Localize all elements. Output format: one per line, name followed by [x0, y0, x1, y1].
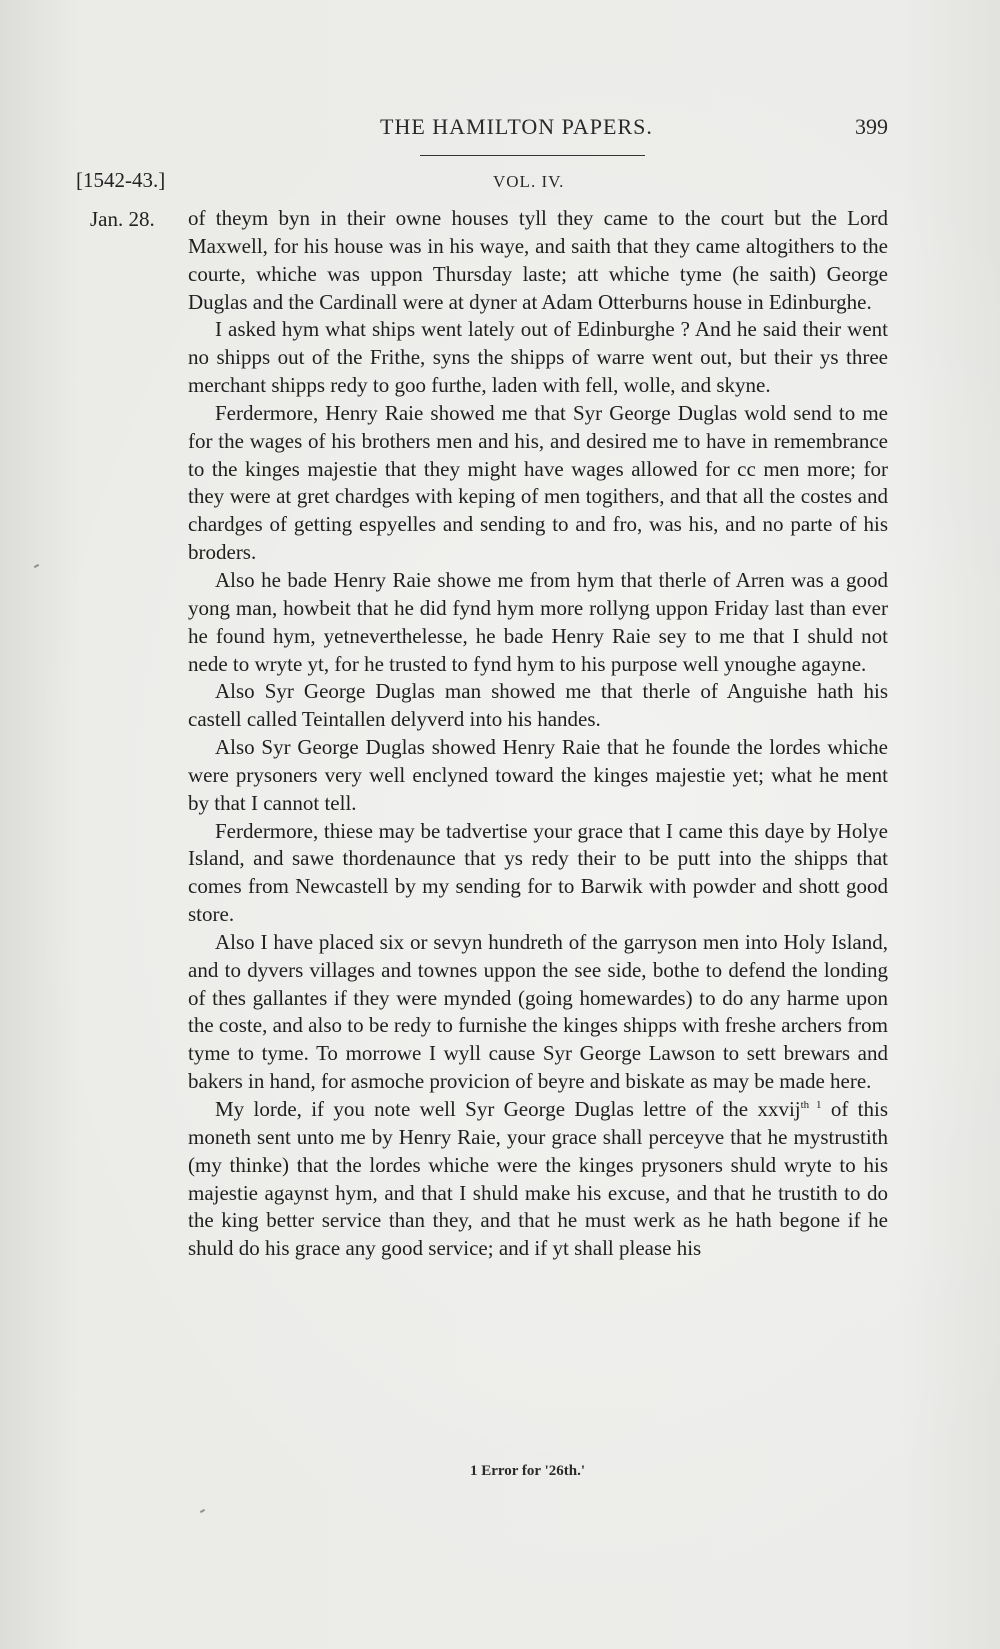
date-bracket: [1542-43.] [76, 168, 166, 192]
paragraph: Also Syr George Duglas showed Henry Raie that he founde the lordes whiche were prysoners very well enclyned toward the kinges majestie yet; what he ment by that I cannot tell. [188, 735, 888, 815]
paragraph-text: My lorde, if you note well Syr George Duglas lettre of the xxvij [215, 1097, 801, 1121]
paragraph: Also he bade Henry Raie showe me from hym that therle of Arren was a good yong man, howbeit that he did fynd hym more rollyng uppon Friday last than ever he found hym, yetneverthelesse, he bade Henry Raie sey to me that I shuld not nede to wryte yt, for he trusted to fynd hym to his purpose well ynoughe agayne. [188, 567, 888, 676]
running-head: THE HAMILTON PAPERS. [380, 114, 653, 139]
paragraph: I asked hym what ships went lately out of Edinburghe ? And he said their went no shipps out of the Frithe, syns the shipps of warre went out, but their ys three merchant shipps redy to goo furthe, laden with fell, wolle, and skyne. [188, 317, 888, 398]
paragraph-last [188, 1096, 888, 1263]
paragraph: Also Syr George Duglas man showed me that therle of Anguishe hath his castell called Teintallen delyverd into his handes. [188, 679, 888, 732]
paper-speck [34, 564, 39, 568]
footnote-marker: th 1 [800, 1099, 822, 1111]
paper-speck [200, 1509, 205, 1513]
page-number: 399 [855, 114, 888, 139]
volume-label: VOL. IV. [493, 172, 565, 191]
header-rule [420, 155, 645, 156]
paragraph-text: of this moneth sent unto me by Henry Raie, your grace shall perceyve that he mystrustith (my thinke) that the lordes whiche were the kinges prysoners shuld wryte to his majestie agaynst hym, and that I shuld make his excuse, and that he trustith to do the king better service than they, and that he must werk as he hath begone if he shuld do his grace any good service; and if yt shall please his [188, 1097, 888, 1261]
footnote: 1 Error for '26th.' [470, 1463, 585, 1479]
body-text [188, 205, 888, 1263]
paragraph: Also I have placed six or sevyn hundreth of the garryson men into Holy Island, and to dyvers villages and townes uppon the see side, bothe to defend the londing of thes gallantes if they were mynded (going homewardes) to do any harme upon the coste, and also to be redy to furnishe the kinges shipps with freshe archers from tyme to tyme. To morrowe I wyll cause Syr George Lawson to sett brewars and bakers in hand, for asmoche provicion of beyre and biskate as may be made here. [188, 929, 888, 1094]
margin-date: Jan. 28. [90, 207, 155, 231]
paragraph: of theym byn in their owne houses tyll they came to the court but the Lord Maxwell, for his house was in his waye, and saith that they came altogithers to the courte, whiche was uppon Thursday laste; att whiche tyme (he saith) George Duglas and the Cardinall were at dyner at Adam Otterburns house in Edinburghe. [188, 206, 888, 314]
paragraph: Ferdermore, Henry Raie showed me that Syr George Duglas wold send to me for the wages of his brothers men and his, and desired me to have in remembrance to the kinges majestie that they might have wages allowed for cc men more; for they were at gret chardges with keping of men togithers, and that all the costes and chardges of getting espyelles and sending to and fro, was his, and no parte of his broders. [188, 400, 888, 565]
paragraph: Ferdermore, thiese may be tadvertise your grace that I came this daye by Holye Island, and sawe thordenaunce that ys redy their to be putt into the shipps that comes from Newcastell by my sending for to Barwik with powder and shott good store. [188, 818, 888, 927]
